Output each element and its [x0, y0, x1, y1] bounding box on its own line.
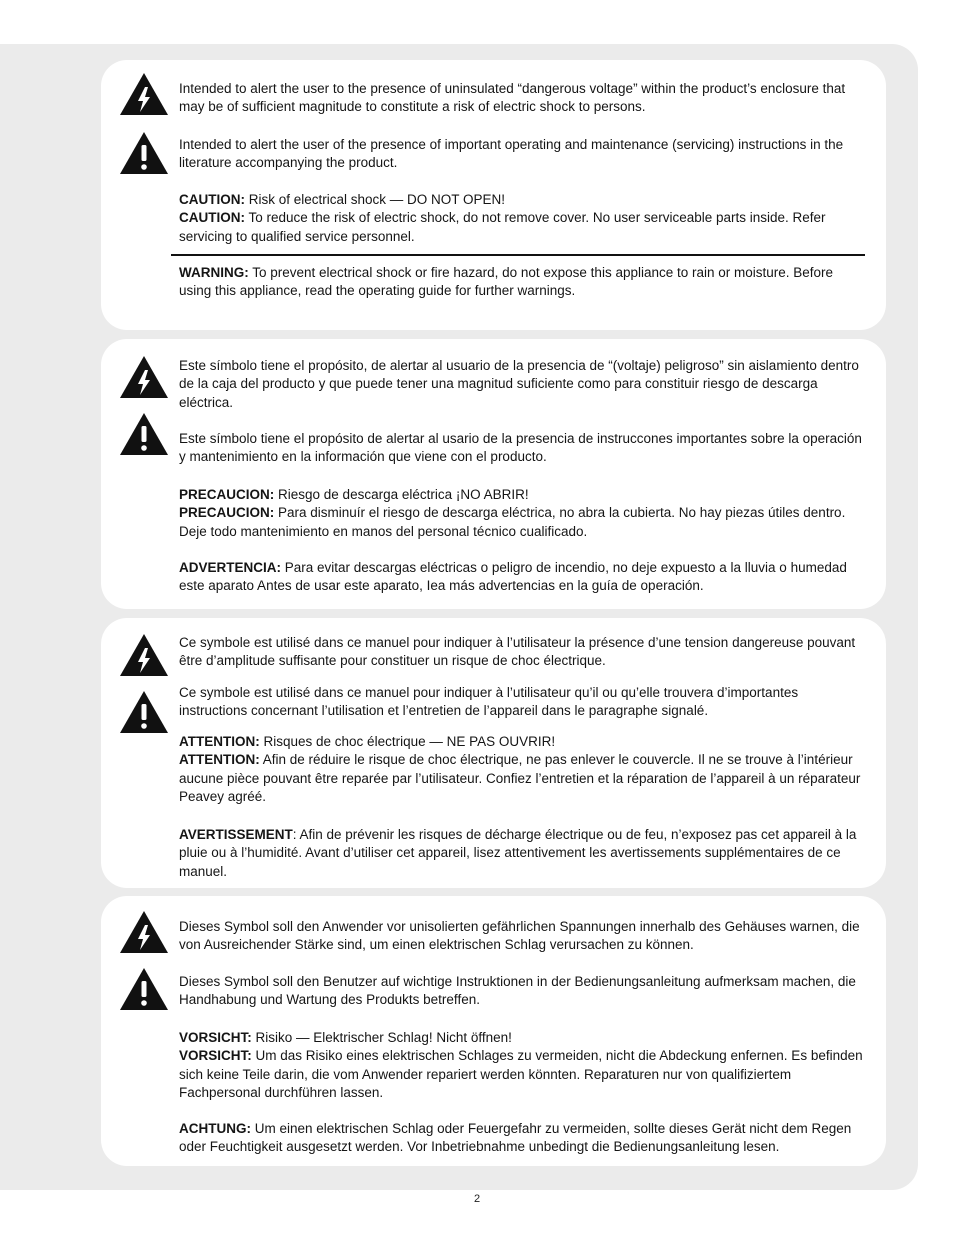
lightning-bolt-warning-icon: [119, 355, 169, 399]
caution-label: VORSICHT:: [179, 1030, 252, 1045]
lightning-bolt-warning-icon: [119, 910, 169, 954]
caution-label: CAUTION:: [179, 210, 245, 226]
caution-label: ATTENTION:: [179, 752, 260, 768]
safety-section-german: [101, 896, 886, 1166]
safety-section-spanish: [101, 339, 886, 609]
warning-notice: [179, 1120, 869, 1157]
warning-text: : Afin de prévenir les risques de décharge électrique ou de feu, n’exposez pas cet appareil à la pluie ou à l’humidité. Avant d’utiliser cet appareil, lisez attentivement les avertissements supplémentaires de ce manuel.: [179, 827, 857, 879]
exclamation-symbol-description: Ce symbole est utilisé dans ce manuel pour indiquer à l’utilisateur qu’il ou qu’elle trouvera d’importantes instructions concernant l’utilisation et l’entretien de l’appareil dans le paragraphe signalé.: [179, 685, 799, 719]
caution-label: CAUTION:: [179, 192, 245, 207]
caution-label: ATTENTION:: [179, 734, 260, 749]
bolt-symbol-description: Dieses Symbol soll den Anwender vor unisolierten gefährlichen Spannungen innerhalb des Gehäuses warnen, die von Ausreichender Stärke sind, um einen elektrischen Schlag verursachen zu können.: [179, 919, 860, 953]
exclamation-warning-icon: [119, 690, 169, 734]
caution-notice: [179, 486, 869, 541]
lightning-bolt-warning-icon: [119, 72, 169, 116]
caution-label: PRECAUCION:: [179, 505, 275, 521]
warning-notice: [179, 559, 869, 596]
warning-notice: [179, 826, 869, 881]
caution-text: Afin de réduire le risque de choc électrique, ne pas enlever le couvercle. Il ne se trouve à l’intérieur aucune pièce pouvant être reparée par l’utilisateur. Confiez l’entretien et la réparation de l’appareil à un réparateur Peavey agréé.: [179, 752, 861, 805]
exclamation-symbol-description: Intended to alert the user of the presence of important operating and maintenance (servicing) instructions in the literature accompanying the product.: [179, 137, 844, 171]
lightning-bolt-warning-icon: [119, 633, 169, 677]
warning-text: To prevent electrical shock or fire hazard, do not expose this appliance to rain or moisture. Before using this appliance, read the operating guide for further warnings.: [179, 265, 834, 299]
warning-label: ACHTUNG:: [179, 1121, 251, 1136]
caution-notice: [179, 733, 869, 807]
caution-notice: [179, 191, 869, 246]
exclamation-warning-icon: [119, 131, 169, 175]
exclamation-warning-icon: [119, 412, 169, 456]
exclamation-symbol-description: Este símbolo tiene el propósito de alertar al usario de la presencia de instruccones importantes sobre la operación y mantenimiento en la información que viene con el producto.: [179, 431, 862, 465]
warning-label: WARNING:: [179, 265, 249, 280]
bolt-symbol-description: Ce symbole est utilisé dans ce manuel pour indiquer à l’utilisateur la présence d’une tension dangereuse pouvant être d’amplitude suffisante pour constituer un risque de choc électrique.: [179, 635, 856, 669]
caution-text: To reduce the risk of electric shock, do not remove cover. No user serviceable parts inside. Refer servicing to qualified service personnel.: [179, 210, 826, 244]
bolt-symbol-description: Este símbolo tiene el propósito, de alertar al usuario de la presencia de “(voltaje) peligroso” sin aislamiento dentro de la caja del producto y que puede tener una magnitud suficiente como para constituir riesgo de descarga eléctrica.: [179, 358, 859, 410]
page-number: 2: [473, 1193, 481, 1205]
caution-notice: [179, 1029, 869, 1103]
safety-section-french: [101, 618, 886, 888]
safety-section-english: [101, 60, 886, 330]
bolt-symbol-description: Intended to alert the user to the presence of uninsulated “dangerous voltage” within the product’s enclosure that may be of sufficient magnitude to constitute a risk of electric shock to persons.: [179, 81, 846, 115]
warning-text: Um einen elektrischen Schlag oder Feuergefahr zu vermeiden, sollte dieses Gerät nicht dem Regen oder Feuchtigkeit ausgesetzt werden. Vor Inbetriebnahme unbedingt die Bedienungsanleitung lesen.: [179, 1121, 852, 1155]
warning-label: AVERTISSEMENT: [179, 827, 293, 842]
section-divider: [171, 254, 865, 256]
warning-label: ADVERTENCIA:: [179, 560, 282, 575]
caution-text: Risques de choc électrique — NE PAS OUVRIR!: [259, 734, 556, 749]
caution-text: Riesgo de descarga eléctrica ¡NO ABRIR!: [274, 487, 529, 502]
exclamation-symbol-description: Dieses Symbol soll den Benutzer auf wichtige Instruktionen in der Bedienungsanleitung aufmerksam machen, die Handhabung und Wartung des Produkts betreffen.: [179, 974, 856, 1008]
warning-text: Para evitar descargas eléctricas o peligro de incendio, no deje expuesto a la lluvia o humedad este aparato Antes de usar este aparato, Iea más advertencias en la guía de operación.: [179, 560, 847, 594]
warning-notice: [179, 264, 869, 301]
caution-text: Risiko — Elektrischer Schlag! Nicht öffnen!: [251, 1030, 512, 1045]
caution-text: Para disminuír el riesgo de descarga eléctrica, no abra la cubierta. No hay piezas útiles dentro. Deje todo mantenimiento en manos del personal técnico cualificado.: [179, 505, 846, 539]
caution-label: VORSICHT:: [179, 1048, 252, 1064]
caution-label: PRECAUCION:: [179, 487, 275, 502]
exclamation-warning-icon: [119, 967, 169, 1011]
caution-text: Risk of electrical shock — DO NOT OPEN!: [245, 192, 506, 207]
caution-text: Um das Risiko eines elektrischen Schlages zu vermeiden, nicht die Abdeckung enfernen. Es befinden sich keine Teile darin, die vom Anwender repariert werden könnten. Reparaturen nur von qualifiziertem Fachpersonal durchführen lassen.: [179, 1048, 863, 1101]
